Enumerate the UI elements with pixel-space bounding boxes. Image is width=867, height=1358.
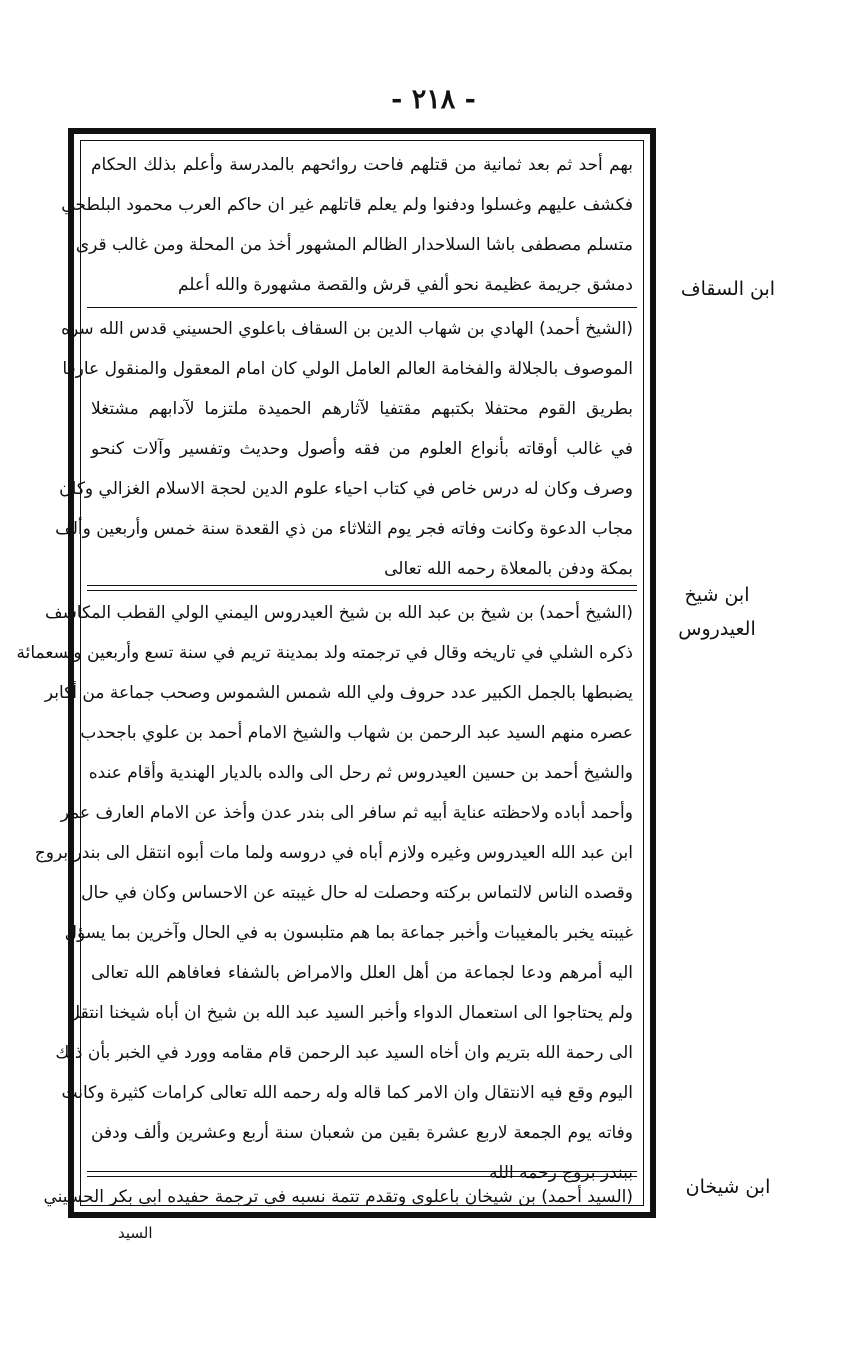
margin-label-ibn-shaykh-al-aydarus <box>664 578 770 646</box>
catchword: السيد <box>118 1224 153 1242</box>
entry-continuation <box>61 145 633 305</box>
text-line: يضبطها بالجمل الكبير عدد حروف ولي الله شمس الشموس وصحب جماعة من أكابر <box>44 683 633 703</box>
text-line: دمشق جريمة عظيمة نحو ألفي قرش والقصة مشهورة والله أعلم <box>177 275 633 295</box>
entry-ibn-shaykh-al-aydarus <box>16 593 633 1193</box>
entry-separator-double <box>87 585 637 591</box>
text-line: اليه أمرهم ودعا لجماعة من أهل العلل والامراض بالشفاء فعافاهم الله تعالى <box>91 963 633 983</box>
text-line: (الشيخ أحمد) بن شيخ بن عبد الله بن شيخ العيدروس اليمني الولي القطب المكاشف <box>44 603 633 623</box>
text-line: غيبته يخبر بالمغيبات وأخبر جماعة بما هم متلبسون به في الحال وآخرين بما يسؤل <box>64 923 633 943</box>
text-line: وأحمد أباده ولاحظته عناية أبيه ثم سافر الى بندر عدن وأخذ عن الامام العارف عمر <box>60 803 633 823</box>
text-line: الى رحمة الله بتريم وان أخاه السيد عبد الرحمن قام مقامه وورد في الخبر بأن ذلك <box>55 1043 633 1063</box>
entry-separator <box>87 307 637 308</box>
margin-label-ibn-shaykhan: ابن شيخان <box>685 1176 771 1198</box>
text-line: الموصوف بالجلالة والفخامة العالم العامل الولي كان امام المعقول والمنقول عارفا <box>62 359 633 379</box>
text-line: بهم أحد ثم بعد ثمانية من قتلهم فاحت روائحهم بالمدرسة وأعلم بذلك الحكام <box>91 155 633 175</box>
text-line: متسلم مصطفى باشا السلاحدار الظالم المشهور أخذ من المحلة ومن غالب قرى <box>75 235 633 255</box>
text-line: بطريق القوم محتفلا بكتبهم مقتفيا لآثارهم الحميدة ملتزما لآدابهم مشتغلا <box>91 399 633 419</box>
entry-ibn-al-saqqaf <box>55 309 633 589</box>
text-line: في غالب أوقاته بأنواع العلوم من فقه وأصول وحديث وتفسير وآلات كنحو <box>91 439 633 459</box>
entry-ibn-shaykhan <box>43 1177 633 1217</box>
text-line: وصرف وكان له درس خاص في كتاب احياء علوم الدين لحجة الاسلام الغزالي وكان <box>59 479 633 499</box>
text-line: مجاب الدعوة وكانت وفاته فجر يوم الثلاثاء من ذي القعدة سنة خمس وأربعين وألف <box>55 519 633 539</box>
text-frame <box>16 128 656 1218</box>
text-line: (السيد أحمد) بن شيخان باعلوي وتقدم تتمة نسبه في ترجمة حفيده ابي بكر الحسيني <box>43 1187 633 1207</box>
text-line: ابن عبد الله العيدروس وغيره ولازم أباه في دروسه ولما مات أبوه انتقل الى بندر بروج <box>34 843 633 863</box>
page-number: - ٢١٨ - <box>391 84 476 115</box>
text-line: ببندر بروج رحمه الله <box>489 1163 633 1183</box>
text-line: ذكره الشلي في تاريخه وقال في ترجمته ولد بمدينة تريم في سنة تسع وأربعين وتسعمائة <box>16 643 633 663</box>
text-line: ولم يحتاجوا الى استعمال الدواء وأخبر السيد عبد الله بن شيخ ان أباه شيخنا انتقل <box>67 1003 633 1023</box>
margin-label-ibn-al-saqqaf: ابن السقاف <box>680 278 776 300</box>
text-line: اليوم وقع فيه الانتقال وان الامر كما قاله وله رحمه الله تعالى كرامات كثيرة وكانت <box>61 1083 633 1103</box>
text-line: فكشف عليهم وغسلوا ودفنوا ولم يعلم قاتلهم غير ان حاكم العرب محمود البلطجي <box>61 195 633 215</box>
text-line: والشيخ أحمد بن حسين العيدروس ثم رحل الى والده بالديار الهندية وأقام عنده <box>88 763 633 783</box>
text-line: وفاته يوم الجمعة لاربع عشرة بقين من شعبان سنة أربع وعشرين وألف ودفن <box>91 1123 633 1143</box>
margin-label-text: ابن شيخ العيدروس <box>678 584 756 640</box>
text-line: (الشيخ أحمد) الهادي بن شهاب الدين بن السقاف باعلوي الحسيني قدس الله سره <box>61 319 633 339</box>
text-frame-inner <box>16 140 644 1207</box>
text-line: بمكة ودفن بالمعلاة رحمه الله تعالى <box>384 559 633 579</box>
text-line: وقصده الناس لالتماس بركته وحصلت له حال غيبته عن الاحساس وكان في حال <box>81 883 633 903</box>
text-line: عصره منهم السيد عبد الرحمن بن شهاب والشيخ الامام أحمد بن علوي باجحدب <box>80 723 633 743</box>
